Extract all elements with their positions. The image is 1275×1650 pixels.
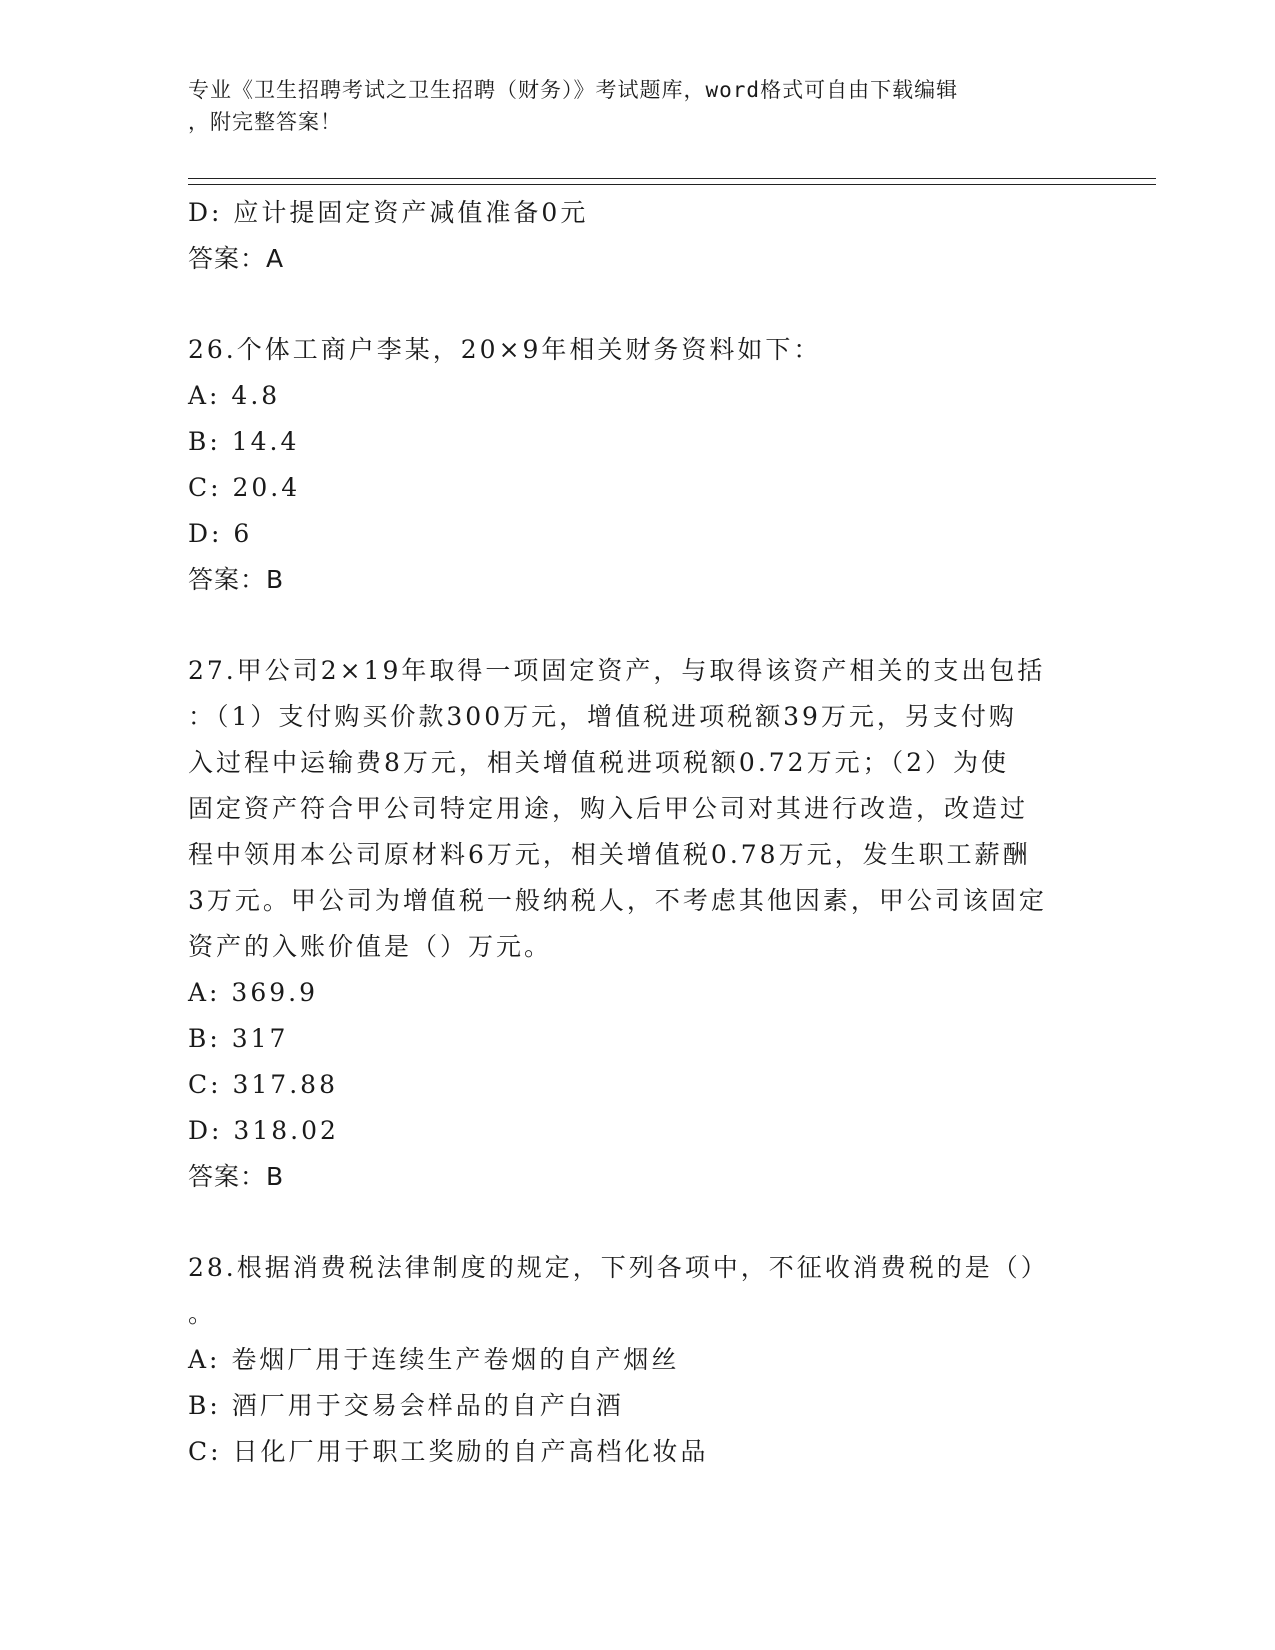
question-content xyxy=(188,190,1088,1475)
option-a: A: 4.8 xyxy=(188,381,281,410)
header-divider-top xyxy=(188,178,1156,179)
option-c: C: 日化厂用于职工奖励的自产高档化妆品 xyxy=(188,1437,709,1466)
answer-label: 答案：B xyxy=(188,1162,285,1191)
header-line-1: 专业《卫生招聘考试之卫生招聘（财务）》考试题库，word格式可自由下载编辑 xyxy=(188,78,959,102)
header-line-2: ，附完整答案！ xyxy=(188,110,342,134)
option-d: D: 应计提固定资产减值准备0元 xyxy=(188,198,589,227)
stem-line: ：（1）支付购买价款300万元，增值税进项税额39万元，另支付购 xyxy=(188,702,1017,731)
question-27 xyxy=(188,648,1088,1200)
answer-label: 答案：B xyxy=(188,565,285,594)
question-stem xyxy=(188,1245,1088,1337)
option-a: A: 369.9 xyxy=(188,978,318,1007)
header-divider-bottom xyxy=(188,184,1156,185)
question-26 xyxy=(188,327,1088,603)
stem-line: 。 xyxy=(188,1299,217,1328)
stem-line: 入过程中运输费8万元，相关增值税进项税额0.72万元；（2）为使 xyxy=(188,748,1009,777)
stem-line: 3万元。甲公司为增值税一般纳税人，不考虑其他因素，甲公司该固定 xyxy=(188,886,1047,915)
question-28 xyxy=(188,1245,1088,1475)
stem-line: 资产的入账价值是（）万元。 xyxy=(188,932,553,961)
option-b: B: 酒厂用于交易会样品的自产白酒 xyxy=(188,1391,624,1420)
option-d: D: 318.02 xyxy=(188,1116,339,1145)
question-25-tail xyxy=(188,190,1088,282)
option-b: B: 14.4 xyxy=(188,427,300,456)
stem-line: 27.甲公司2×19年取得一项固定资产，与取得该资产相关的支出包括 xyxy=(188,656,1046,685)
stem-line: 28.根据消费税法律制度的规定，下列各项中，不征收消费税的是（） xyxy=(188,1253,1049,1282)
answer-label: 答案：A xyxy=(188,244,285,273)
question-stem: 26.个体工商户李某，20×9年相关财务资料如下： xyxy=(188,335,822,364)
option-b: B: 317 xyxy=(188,1024,289,1053)
stem-line: 固定资产符合甲公司特定用途，购入后甲公司对其进行改造，改造过 xyxy=(188,794,1029,823)
option-c: C: 317.88 xyxy=(188,1070,338,1099)
option-c: C: 20.4 xyxy=(188,473,301,502)
option-d: D: 6 xyxy=(188,519,253,548)
document-header xyxy=(188,74,1088,138)
stem-line: 程中领用本公司原材料6万元，相关增值税0.78万元，发生职工薪酬 xyxy=(188,840,1031,869)
question-stem xyxy=(188,648,1088,970)
option-a: A: 卷烟厂用于连续生产卷烟的自产烟丝 xyxy=(188,1345,680,1374)
